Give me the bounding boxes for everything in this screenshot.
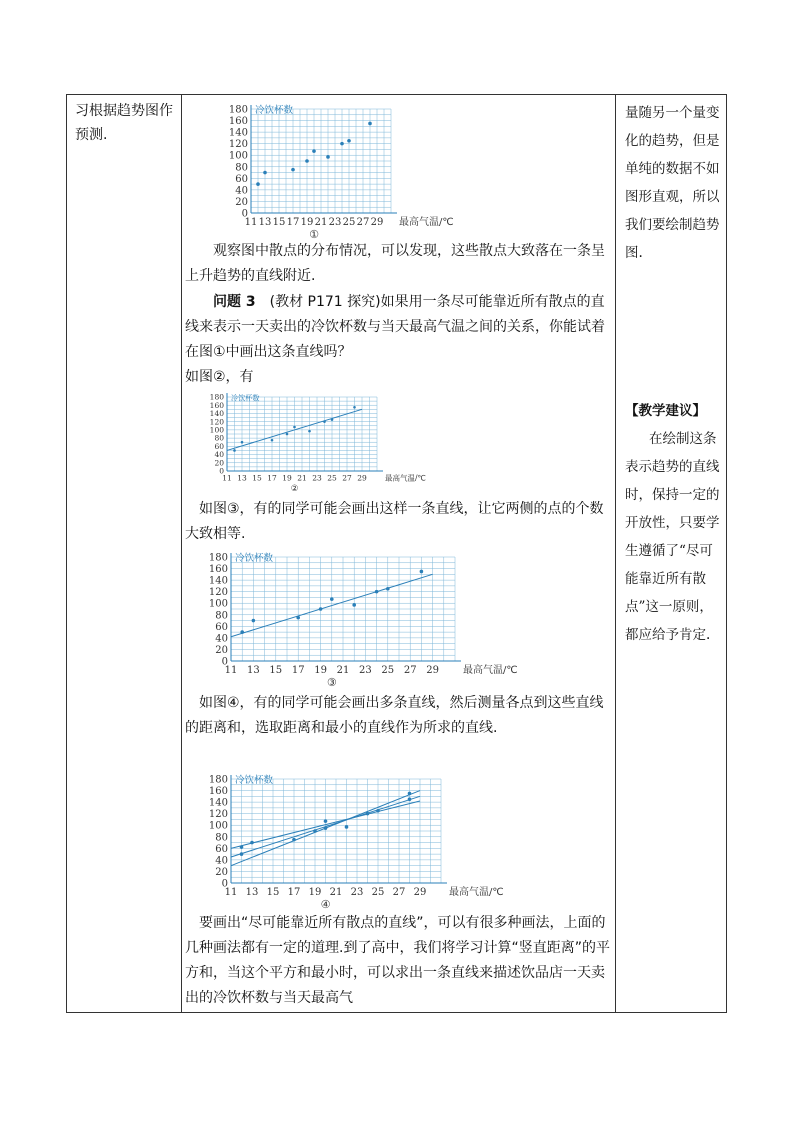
x-tick-label: 15 bbox=[266, 887, 280, 898]
x-axis-title: 最高气温/℃ bbox=[449, 887, 504, 898]
scatter-point bbox=[250, 841, 254, 845]
x-tick-label: 11 bbox=[222, 473, 232, 483]
chart-svg bbox=[203, 549, 543, 689]
scatter-point bbox=[296, 616, 300, 620]
scatter-point bbox=[240, 852, 244, 856]
scatter-point bbox=[291, 168, 295, 172]
y-axis-title: 冷饮杯数 bbox=[231, 393, 260, 403]
y-tick-label: 140 bbox=[209, 409, 224, 419]
figure-caption: ① bbox=[309, 228, 319, 241]
scatter-point bbox=[408, 797, 412, 801]
teaching-tip-title: 【教学建议】 bbox=[625, 403, 706, 419]
x-tick-label: 29 bbox=[426, 665, 439, 676]
scatter-point bbox=[233, 449, 236, 452]
scatter-point bbox=[305, 159, 309, 163]
paragraph-figure-2-intro: 如图②，有 bbox=[185, 369, 254, 385]
x-axis-title: 最高气温/℃ bbox=[385, 473, 426, 483]
column-divider-2 bbox=[615, 95, 616, 1012]
figure-caption: ② bbox=[290, 484, 299, 494]
scatter-point bbox=[256, 182, 260, 186]
x-tick-label: 17 bbox=[267, 473, 277, 483]
x-tick-label: 23 bbox=[359, 665, 372, 676]
x-tick-label: 25 bbox=[371, 887, 385, 898]
paragraph-question-3 bbox=[185, 290, 615, 365]
paragraph-conclusion: 要画出“尽可能靠近所有散点的直线”，可以有很多种画法，上面的几种画法都有一定的道理.到了高中，我们将学习计算“竖直距离”的平方和，当这个平方和最小时，可以求出一条直线来描述饮品店一天卖出的冷饮杯数与当天最高气 bbox=[185, 915, 610, 1006]
x-tick-label: 11 bbox=[224, 887, 238, 898]
column-divider-1 bbox=[181, 95, 182, 1012]
y-tick-label: 60 bbox=[214, 441, 224, 451]
x-tick-label: 19 bbox=[282, 473, 292, 483]
x-tick-label: 25 bbox=[327, 473, 337, 483]
x-tick-label: 23 bbox=[312, 473, 322, 483]
scatter-point bbox=[345, 825, 349, 829]
y-axis-title: 冷饮杯数 bbox=[255, 105, 294, 116]
scatter-point bbox=[324, 826, 328, 830]
scatter-point bbox=[324, 819, 328, 823]
x-tick-label: 27 bbox=[342, 473, 352, 483]
x-tick-label: 27 bbox=[392, 887, 406, 898]
scatter-point bbox=[376, 809, 380, 813]
y-tick-label: 160 bbox=[208, 786, 228, 798]
x-tick-label: 27 bbox=[403, 665, 417, 676]
scatter-point bbox=[292, 838, 296, 842]
chart-svg bbox=[203, 771, 543, 911]
y-tick-label: 40 bbox=[235, 185, 248, 197]
x-tick-label: 23 bbox=[328, 217, 342, 228]
right-column-top-text: 量随另一个量变化的趋势，但是单纯的数据不如图形直观，所以我们要绘制趋势图. bbox=[625, 105, 720, 261]
y-tick-label: 0 bbox=[241, 208, 248, 220]
x-axis-title: 最高气温/℃ bbox=[463, 665, 518, 676]
scatter-point bbox=[366, 812, 370, 816]
figure-caption: ④ bbox=[320, 898, 331, 911]
x-tick-label: 11 bbox=[224, 665, 238, 676]
x-tick-label: 29 bbox=[413, 887, 427, 898]
y-tick-label: 60 bbox=[215, 621, 228, 633]
figure-caption: ③ bbox=[326, 676, 337, 689]
y-tick-label: 160 bbox=[209, 400, 224, 410]
teaching-tip-text: 在绘制这条表示趋势的直线时，保持一定的开放性，只要学生遵循了“尽可能靠近所有散点”这一原则，都应给予肯定. bbox=[625, 431, 720, 643]
y-tick-label: 20 bbox=[214, 458, 224, 468]
y-tick-label: 160 bbox=[228, 116, 248, 128]
y-tick-label: 20 bbox=[215, 644, 228, 656]
x-tick-label: 21 bbox=[329, 887, 343, 898]
chart-svg bbox=[205, 391, 475, 494]
x-tick-label: 11 bbox=[244, 217, 258, 228]
paragraph-figure-4: 如图④，有的同学可能会画出多条直线，然后测量各点到这些直线的距离和，选取距离和最小的直线作为所求的直线. bbox=[185, 695, 604, 736]
paragraph-figure-3: 如图③，有的同学可能会画出这样一条直线，让它两侧的点的个数大致相等. bbox=[185, 501, 604, 542]
x-tick-label: 19 bbox=[314, 665, 327, 676]
y-tick-label: 120 bbox=[208, 587, 228, 599]
scatter-point bbox=[386, 587, 390, 591]
x-tick-label: 21 bbox=[297, 473, 307, 483]
question-text: (教材 P171 探究)如果用一条尽可能靠近所有散点的直线来表示一天卖出的冷饮杯数与当天最高气温之间的关系，你能试着在图①中画出这条直线吗？ bbox=[185, 294, 605, 360]
scatter-point bbox=[323, 420, 326, 423]
y-tick-label: 140 bbox=[208, 797, 228, 809]
paragraph-observation: 观察图中散点的分布情况，可以发现，这些散点大致落在一条呈上升趋势的直线附近. bbox=[185, 243, 605, 284]
x-tick-label: 17 bbox=[291, 665, 305, 676]
scatter-point bbox=[252, 619, 256, 623]
x-tick-label: 15 bbox=[252, 473, 262, 483]
scatter-chart-1 bbox=[227, 101, 507, 241]
scatter-point bbox=[241, 441, 244, 444]
y-tick-label: 40 bbox=[214, 450, 224, 460]
y-tick-label: 0 bbox=[221, 878, 228, 890]
y-tick-label: 40 bbox=[215, 633, 228, 645]
y-tick-label: 120 bbox=[209, 417, 224, 427]
x-tick-label: 19 bbox=[308, 887, 322, 898]
y-tick-label: 20 bbox=[235, 196, 248, 208]
x-tick-label: 27 bbox=[356, 217, 370, 228]
y-tick-label: 140 bbox=[208, 575, 228, 587]
x-tick-label: 17 bbox=[286, 217, 300, 228]
y-tick-label: 60 bbox=[215, 843, 228, 855]
x-tick-label: 21 bbox=[314, 217, 328, 228]
scatter-point bbox=[312, 149, 316, 153]
scatter-point bbox=[319, 607, 323, 611]
scatter-point bbox=[326, 155, 330, 159]
scatter-point bbox=[293, 426, 296, 429]
y-tick-label: 100 bbox=[208, 820, 228, 832]
scatter-point bbox=[240, 630, 244, 634]
scatter-point bbox=[340, 142, 344, 146]
y-tick-label: 0 bbox=[221, 656, 228, 668]
y-tick-label: 100 bbox=[208, 598, 228, 610]
chart-svg bbox=[227, 101, 507, 241]
y-tick-label: 40 bbox=[215, 855, 228, 867]
lesson-table bbox=[66, 94, 727, 1013]
x-tick-label: 23 bbox=[350, 887, 364, 898]
x-tick-label: 15 bbox=[272, 217, 286, 228]
y-axis-title: 冷饮杯数 bbox=[235, 775, 274, 786]
x-tick-label: 25 bbox=[381, 665, 395, 676]
scatter-point bbox=[347, 139, 351, 143]
y-tick-label: 120 bbox=[208, 809, 228, 821]
scatter-point bbox=[420, 570, 424, 574]
x-tick-label: 21 bbox=[336, 665, 350, 676]
x-tick-label: 13 bbox=[258, 217, 272, 228]
x-tick-label: 19 bbox=[300, 217, 314, 228]
y-tick-label: 80 bbox=[214, 433, 224, 443]
y-tick-label: 180 bbox=[209, 392, 224, 402]
scatter-chart-3 bbox=[203, 549, 543, 689]
scatter-point bbox=[308, 430, 311, 433]
question-label: 问题 3 bbox=[213, 294, 256, 310]
x-tick-label: 15 bbox=[269, 665, 283, 676]
y-tick-label: 80 bbox=[215, 610, 228, 622]
scatter-point bbox=[286, 433, 289, 436]
y-tick-label: 60 bbox=[235, 173, 248, 185]
x-tick-label: 13 bbox=[247, 665, 260, 676]
scatter-point bbox=[240, 845, 244, 849]
y-tick-label: 140 bbox=[228, 127, 248, 139]
scatter-point bbox=[331, 418, 334, 421]
x-tick-label: 13 bbox=[245, 887, 259, 898]
scatter-point bbox=[368, 122, 372, 126]
scatter-point bbox=[330, 597, 334, 601]
right-column bbox=[625, 99, 721, 649]
y-tick-label: 160 bbox=[208, 564, 228, 576]
scatter-point bbox=[271, 439, 274, 442]
y-tick-label: 80 bbox=[235, 162, 248, 174]
y-tick-label: 20 bbox=[215, 866, 228, 878]
y-tick-label: 100 bbox=[228, 150, 248, 162]
x-tick-label: 29 bbox=[357, 473, 367, 483]
scatter-point bbox=[375, 590, 379, 594]
x-tick-label: 25 bbox=[342, 217, 356, 228]
y-tick-label: 0 bbox=[219, 466, 224, 476]
y-tick-label: 100 bbox=[209, 425, 224, 435]
x-axis-title: 最高气温/℃ bbox=[399, 217, 454, 228]
y-tick-label: 180 bbox=[208, 552, 228, 564]
scatter-point bbox=[263, 171, 267, 175]
scatter-point bbox=[353, 406, 356, 409]
y-tick-label: 180 bbox=[208, 774, 228, 786]
y-tick-label: 180 bbox=[228, 104, 248, 116]
y-tick-label: 120 bbox=[228, 139, 248, 151]
left-column-text: 习根据趋势图作预测. bbox=[75, 103, 173, 143]
x-tick-label: 29 bbox=[370, 217, 384, 228]
scatter-point bbox=[408, 792, 412, 796]
y-tick-label: 80 bbox=[215, 832, 228, 844]
x-tick-label: 17 bbox=[287, 887, 301, 898]
y-axis-title: 冷饮杯数 bbox=[235, 553, 274, 564]
scatter-point bbox=[313, 829, 317, 833]
scatter-chart-2 bbox=[205, 391, 475, 494]
scatter-chart-4 bbox=[203, 771, 543, 911]
x-tick-label: 13 bbox=[237, 473, 247, 483]
scatter-point bbox=[352, 603, 356, 607]
